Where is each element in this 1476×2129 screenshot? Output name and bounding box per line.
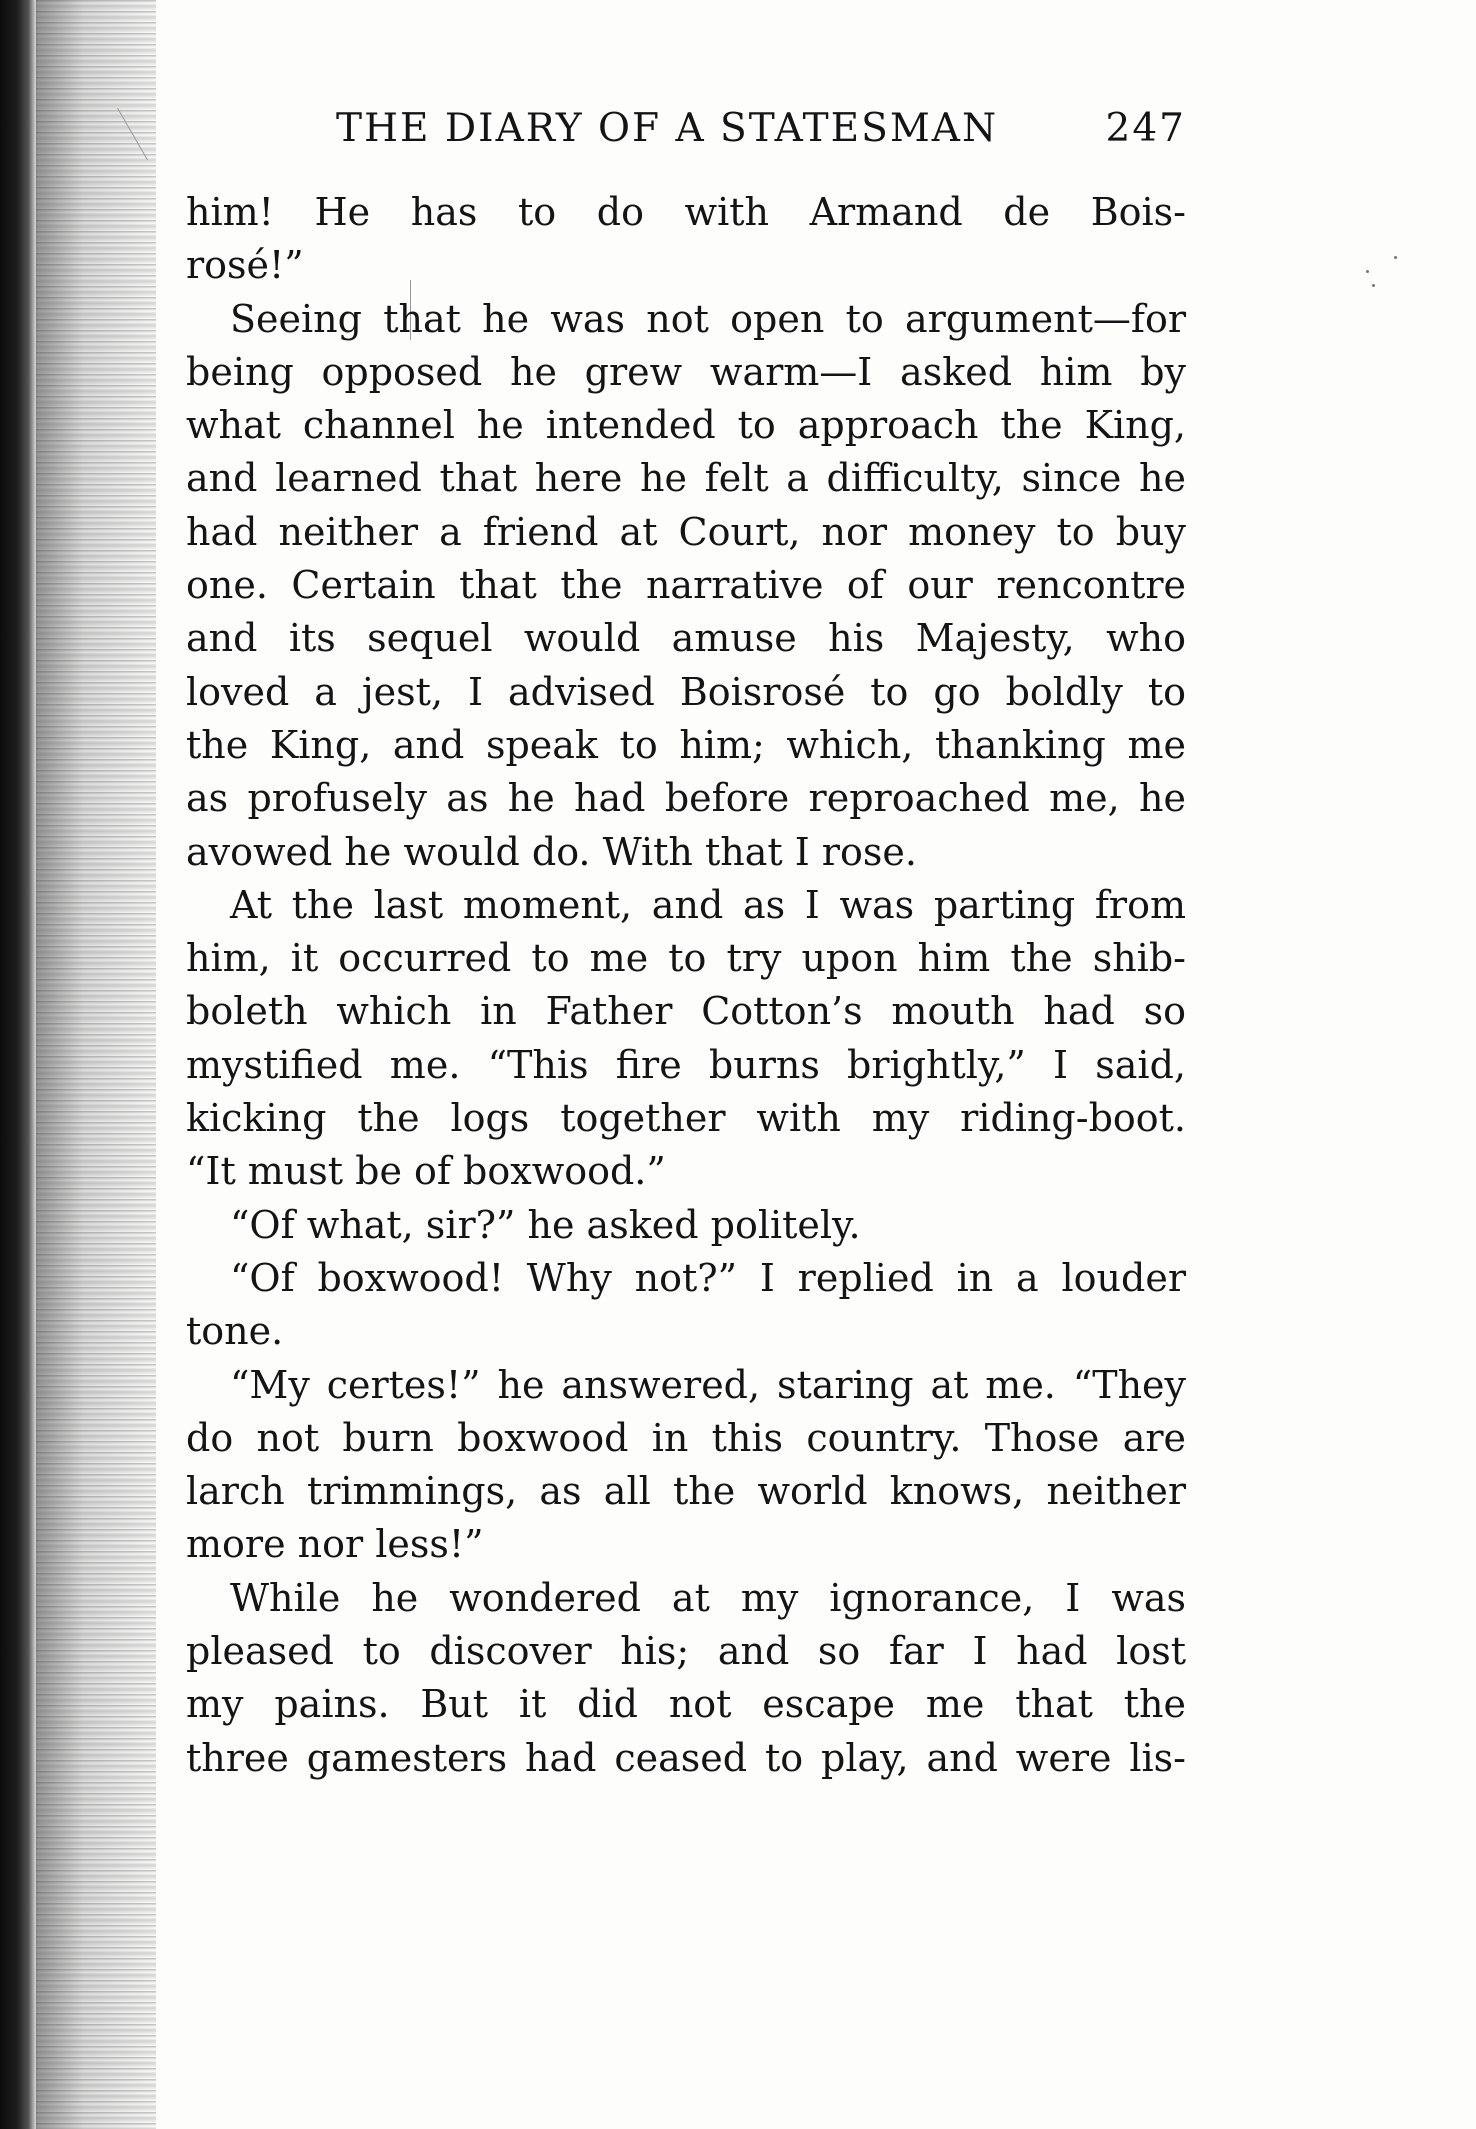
text-line: “My certes!” he answered, staring at me. “They xyxy=(230,1362,1186,1407)
text-line: At the last moment, and as I was parting from xyxy=(230,882,1186,927)
text-line: him, it occurred to me to try upon him the shib- xyxy=(186,936,1186,981)
text-line: loved a jest, I advised Boisrosé to go boldly to xyxy=(186,669,1186,714)
text-line: do not burn boxwood in this country. Those are xyxy=(186,1415,1186,1460)
text-line: being opposed he grew warm—I asked him by xyxy=(186,349,1186,394)
text-line: boleth which in Father Cotton’s mouth had so xyxy=(186,989,1186,1034)
text-line: as profusely as he had before reproached me, he xyxy=(186,776,1186,821)
text-line: more nor less!” xyxy=(186,1522,484,1567)
text-line: the King, and speak to him; which, thanking me xyxy=(186,722,1186,767)
text-line: one. Certain that the narrative of our rencontre xyxy=(186,563,1186,608)
text-line: “Of what, sir?” he asked politely. xyxy=(230,1202,861,1247)
text-line: what channel he intended to approach the King, xyxy=(186,403,1186,448)
scan-speck xyxy=(1394,256,1397,259)
text-line: larch trimmings, as all the world knows, neither xyxy=(186,1469,1186,1514)
running-header xyxy=(186,104,1186,154)
text-line: avowed he would do. With that I rose. xyxy=(186,829,917,874)
text-line: and learned that here he felt a difficulty, since he xyxy=(186,456,1186,501)
binding-scan-noise xyxy=(36,0,156,2129)
text-line: had neither a friend at Court, nor money to buy xyxy=(186,509,1186,554)
text-line: While he wondered at my ignorance, I was xyxy=(230,1575,1186,1620)
text-line: Seeing that he was not open to argument—for xyxy=(230,296,1186,341)
text-line: “It must be of boxwood.” xyxy=(186,1149,666,1194)
scan-speck xyxy=(1366,270,1369,273)
text-line: my pains. But it did not escape me that the xyxy=(186,1682,1186,1727)
text-line: pleased to discover his; and so far I had lost xyxy=(186,1629,1186,1674)
text-line: rosé!” xyxy=(186,243,304,288)
text-line: him! He has to do with Armand de Bois- xyxy=(186,190,1186,234)
text-line: mystified me. “This fire burns brightly,” I said, xyxy=(186,1042,1186,1087)
text-line: kicking the logs together with my riding-boot. xyxy=(186,1096,1186,1141)
running-title: THE DIARY OF A STATESMAN xyxy=(336,106,999,151)
text-line: three gamesters had ceased to play, and were lis- xyxy=(186,1735,1186,1780)
binding-shadow xyxy=(0,0,38,2129)
text-line: tone. xyxy=(186,1309,284,1354)
page-number: 247 xyxy=(1105,106,1186,151)
text-line: “Of boxwood! Why not?” I replied in a louder xyxy=(230,1255,1186,1300)
scan-speck xyxy=(1372,284,1375,287)
body-text xyxy=(186,186,1186,1785)
text-line: and its sequel would amuse his Majesty, who xyxy=(186,616,1186,661)
